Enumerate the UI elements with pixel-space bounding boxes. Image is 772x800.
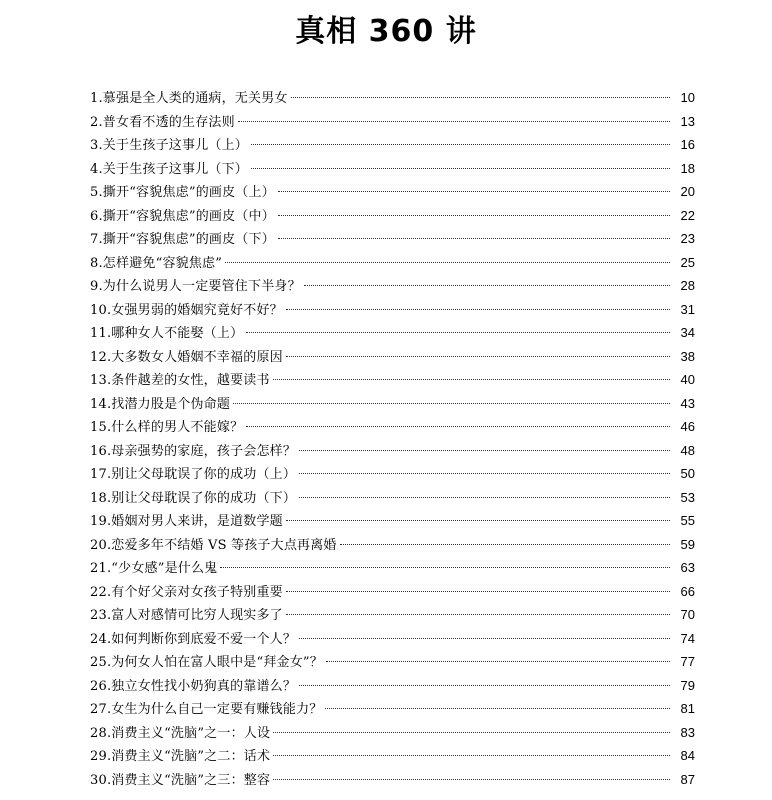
toc-page-number: 48 <box>680 442 695 458</box>
toc-page-number: 50 <box>680 466 695 481</box>
dot-leader <box>251 168 670 169</box>
toc-entry[interactable] <box>90 415 695 439</box>
toc-entry-title: 15.什么样的男人不能嫁？ <box>90 420 244 435</box>
toc-page-number: 84 <box>680 748 695 763</box>
toc-entry[interactable] <box>90 298 695 322</box>
toc-page-number: 66 <box>680 583 695 599</box>
toc-entry-title: 19.婚姻对男人来讲，是道数学题 <box>90 514 283 529</box>
toc-entry-title: 18.别让父母耽误了你的成功（下） <box>90 490 297 506</box>
toc-page-number: 40 <box>680 372 695 387</box>
toc-page-number: 10 <box>680 90 695 105</box>
toc-page-number: 59 <box>680 536 695 552</box>
toc-page-number: 63 <box>680 560 695 575</box>
toc-entry-title: 5.撕开“容貌焦虑”的画皮（上） <box>90 185 275 200</box>
toc-entry-title: 22.有个好父亲对女孩子特别重要 <box>90 584 283 600</box>
toc-entry-title: 9.为什么说男人一定要管住下半身？ <box>90 279 301 294</box>
toc-entry-title: 25.为何女人怕在富人眼中是“拜金女”？ <box>90 655 323 670</box>
toc-page-number: 18 <box>680 160 695 176</box>
toc-page-number: 70 <box>680 607 695 622</box>
toc-entry-title: 1.慕强是全人类的通病，无关男女 <box>90 91 288 106</box>
toc-entry[interactable] <box>90 251 695 275</box>
dot-leader <box>286 591 670 592</box>
dot-leader <box>326 661 670 662</box>
toc-entry[interactable] <box>90 509 695 533</box>
toc-entry[interactable] <box>90 368 695 392</box>
toc-page-number: 43 <box>680 395 695 411</box>
toc-page-number: 55 <box>680 513 695 528</box>
dot-leader <box>299 450 670 451</box>
toc-page-number: 16 <box>680 137 695 152</box>
toc-entry[interactable] <box>90 321 695 345</box>
toc-entry[interactable] <box>90 486 695 510</box>
toc-entry[interactable] <box>90 580 695 604</box>
toc-entry-title: 17.别让父母耽误了你的成功（上） <box>90 467 297 482</box>
toc-entry-title: 26.独立女性找小奶狗真的靠谱么？ <box>90 678 297 694</box>
table-of-contents <box>90 86 695 791</box>
dot-leader <box>251 144 670 145</box>
dot-leader <box>246 426 670 427</box>
toc-entry-title: 29.消费主义“洗脑”之二：话术 <box>90 749 271 764</box>
toc-entry[interactable] <box>90 204 695 228</box>
dot-leader <box>291 97 670 98</box>
dot-leader <box>273 779 670 780</box>
toc-page-number: 87 <box>680 771 695 787</box>
toc-entry-title: 3.关于生孩子这事儿（上） <box>90 138 249 153</box>
toc-page-number: 13 <box>680 113 695 129</box>
dot-leader <box>246 332 670 333</box>
toc-page-number: 25 <box>680 254 695 270</box>
toc-entry-title: 27.女生为什么自己一定要有赚钱能力？ <box>90 702 323 717</box>
toc-entry[interactable] <box>90 556 695 580</box>
toc-page-number: 79 <box>680 677 695 693</box>
dot-leader <box>325 708 670 709</box>
dot-leader <box>278 191 670 192</box>
dot-leader <box>286 309 670 310</box>
toc-page-number: 77 <box>680 654 695 669</box>
toc-entry[interactable] <box>90 603 695 627</box>
toc-entry-title: 16.母亲强势的家庭，孩子会怎样？ <box>90 443 297 459</box>
toc-page-number: 38 <box>680 348 695 364</box>
toc-page-number: 46 <box>680 419 695 434</box>
toc-entry-title: 24.如何判断你到底爱不爱一个人？ <box>90 631 297 647</box>
dot-leader <box>273 755 670 756</box>
toc-entry-title: 21.“少女感”是什么鬼 <box>90 561 218 576</box>
dot-leader <box>238 121 670 122</box>
dot-leader <box>286 356 670 357</box>
toc-entry-title: 12.大多数女人婚姻不幸福的原因 <box>90 349 283 365</box>
toc-entry[interactable] <box>90 533 695 557</box>
toc-entry-title: 11.哪种女人不能娶（上） <box>90 326 244 341</box>
toc-page-number: 83 <box>680 724 695 740</box>
toc-entry[interactable] <box>90 86 695 110</box>
dot-leader <box>286 520 670 521</box>
toc-entry-title: 13.条件越差的女性，越要读书 <box>90 373 270 388</box>
dot-leader <box>299 638 670 639</box>
toc-entry[interactable] <box>90 345 695 369</box>
toc-entry[interactable] <box>90 133 695 157</box>
toc-page-number: 34 <box>680 325 695 340</box>
toc-entry[interactable] <box>90 180 695 204</box>
toc-entry[interactable] <box>90 768 695 792</box>
dot-leader <box>299 497 670 498</box>
dot-leader <box>225 262 670 263</box>
document-title: 真相 360 讲 <box>295 14 477 49</box>
toc-entry-title: 4.关于生孩子这事儿（下） <box>90 161 249 177</box>
toc-page-number: 53 <box>680 489 695 505</box>
dot-leader <box>233 403 670 404</box>
dot-leader <box>278 238 670 239</box>
toc-page-number: 81 <box>680 701 695 716</box>
toc-entry[interactable] <box>90 392 695 416</box>
toc-entry[interactable] <box>90 650 695 674</box>
toc-page-number: 23 <box>680 231 695 246</box>
toc-entry[interactable] <box>90 744 695 768</box>
toc-entry-title: 8.怎样避免“容貌焦虑” <box>90 255 223 271</box>
dot-leader <box>220 567 670 568</box>
dot-leader <box>273 379 670 380</box>
toc-entry-title: 6.撕开“容貌焦虑”的画皮（中） <box>90 208 275 224</box>
toc-entry-title: 7.撕开“容貌焦虑”的画皮（下） <box>90 232 275 247</box>
dot-leader <box>304 285 670 286</box>
dot-leader <box>340 544 670 545</box>
dot-leader <box>299 685 670 686</box>
toc-entry-title: 14.找潜力股是个伪命题 <box>90 396 231 412</box>
toc-entry-title: 30.消费主义“洗脑”之三：整容 <box>90 772 271 788</box>
toc-entry[interactable] <box>90 627 695 651</box>
toc-entry[interactable] <box>90 721 695 745</box>
toc-entry-title: 2.普女看不透的生存法则 <box>90 114 235 130</box>
toc-page-number: 20 <box>680 184 695 199</box>
toc-entry[interactable] <box>90 157 695 181</box>
dot-leader <box>299 473 670 474</box>
toc-entry-title: 28.消费主义“洗脑”之一：人设 <box>90 725 271 741</box>
toc-entry-title: 23.富人对感情可比穷人现实多了 <box>90 608 283 623</box>
toc-page-number: 31 <box>680 301 695 317</box>
toc-entry-title: 20.恋爱多年不结婚 VS 等孩子大点再离婚 <box>90 537 337 553</box>
toc-entry-title: 10.女强男弱的婚姻究竟好不好？ <box>90 302 283 318</box>
toc-entry[interactable] <box>90 110 695 134</box>
dot-leader <box>286 614 670 615</box>
toc-entry[interactable] <box>90 674 695 698</box>
toc-entry[interactable] <box>90 697 695 721</box>
toc-entry[interactable] <box>90 462 695 486</box>
toc-page-number: 22 <box>680 207 695 223</box>
toc-entry[interactable] <box>90 439 695 463</box>
dot-leader <box>273 732 670 733</box>
toc-entry[interactable] <box>90 227 695 251</box>
dot-leader <box>278 215 670 216</box>
toc-page-number: 28 <box>680 278 695 293</box>
toc-page-number: 74 <box>680 630 695 646</box>
toc-entry[interactable] <box>90 274 695 298</box>
